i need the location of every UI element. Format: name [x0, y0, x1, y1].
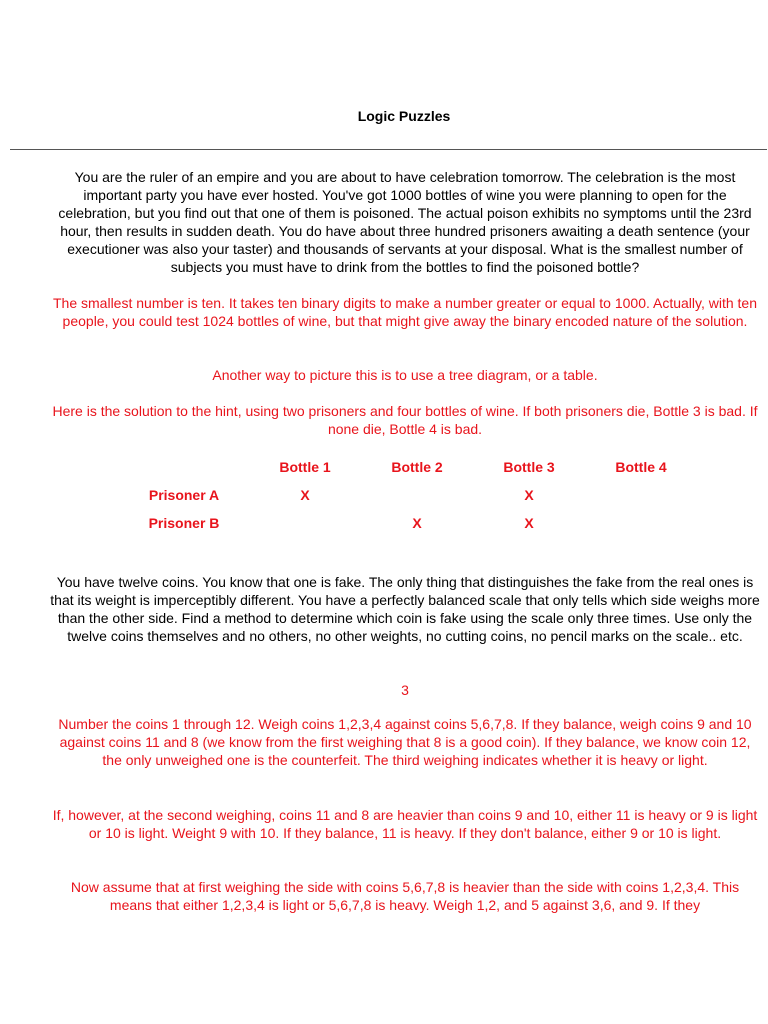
table-cell-b2: X — [412, 515, 422, 531]
table-cell-a3: X — [524, 487, 534, 503]
puzzle2-answer-paragraph-3: Now assume that at first weighing the side with coins 5,6,7,8 is heavier than the side with coins 1,2,3,4. This means that either 1,2,3,4 is light or 5,6,7,8 is heavy. Weigh 1,2, and 5 against 3,6, and 9. If they — [70, 879, 740, 913]
bottle-table — [0, 458, 768, 538]
puzzle1-tree-note: Another way to picture this is to use a tree diagram, or a table. — [212, 367, 598, 383]
table-header-bottle-3: Bottle 3 — [503, 459, 555, 475]
page-title: Logic Puzzles — [357, 108, 451, 124]
table-header-bottle-4: Bottle 4 — [615, 459, 667, 475]
puzzle2-answer-number: 3 — [401, 682, 409, 698]
table-header-bottle-1: Bottle 1 — [279, 459, 331, 475]
puzzle2-answer-paragraph-2: If, however, at the second weighing, coins 11 and 8 are heavier than coins 9 and 10, either 11 is heavy or 9 is light or 10 is light. Weight 9 with 10. If they balance, 11 is heavy. If they don't balance, either 9 or 10 is light. — [52, 807, 758, 841]
table-cell-a1: X — [300, 487, 310, 503]
table-header-bottle-2: Bottle 2 — [391, 459, 443, 475]
table-row-label-a: Prisoner A — [148, 487, 220, 503]
puzzle1-question: You are the ruler of an empire and you are about to have celebration tomorrow. The celebration is the most important party you have ever hosted. You've got 1000 bottles of wine you were planning to open for the celebration, but you find out that one of them is poisoned. The actual poison exhibits no symptoms until the 23rd hour, then results in sudden death. You do have about three hundred prisoners awaiting a death sentence (your executioner was also your taster) and thousands of servants at your disposal. What is the smallest number of subjects you must have to drink from the bottles to find the poisoned bottle? — [58, 169, 752, 275]
table-cell-b3: X — [524, 515, 534, 531]
puzzle1-hint: Here is the solution to the hint, using two prisoners and four bottles of wine. If both prisoners die, Bottle 3 is bad. If none die, Bottle 4 is bad. — [52, 403, 758, 437]
puzzle2-answer-paragraph-1: Number the coins 1 through 12. Weigh coins 1,2,3,4 against coins 5,6,7,8. If they balance, weigh coins 9 and 10 against coins 11 and 8 (we know from the first weighing that 8 is a good coin). If they balance, we know coin 12, the only unweighed one is the counterfeit. The third weighing indicates whether it is heavy or light. — [58, 716, 752, 768]
puzzle1-answer: The smallest number is ten. It takes ten binary digits to make a number greater or equal to 1000. Actually, with ten people, you could test 1024 bottles of wine, but that might give away the binary encoded nature of the solution. — [53, 295, 757, 329]
title-divider — [10, 149, 767, 150]
puzzle2-question: You have twelve coins. You know that one is fake. The only thing that distinguishes the fake from the real ones is that its weight is imperceptibly different. You have a perfectly balanced scale that only tells which side weighs more than the other side. Find a method to determine which coin is fake using the scale only three times. Use only the twelve coins themselves and no others, no other weights, no cutting coins, no pencil marks on the scale.. etc. — [50, 574, 760, 644]
table-row-label-b: Prisoner B — [148, 515, 220, 531]
